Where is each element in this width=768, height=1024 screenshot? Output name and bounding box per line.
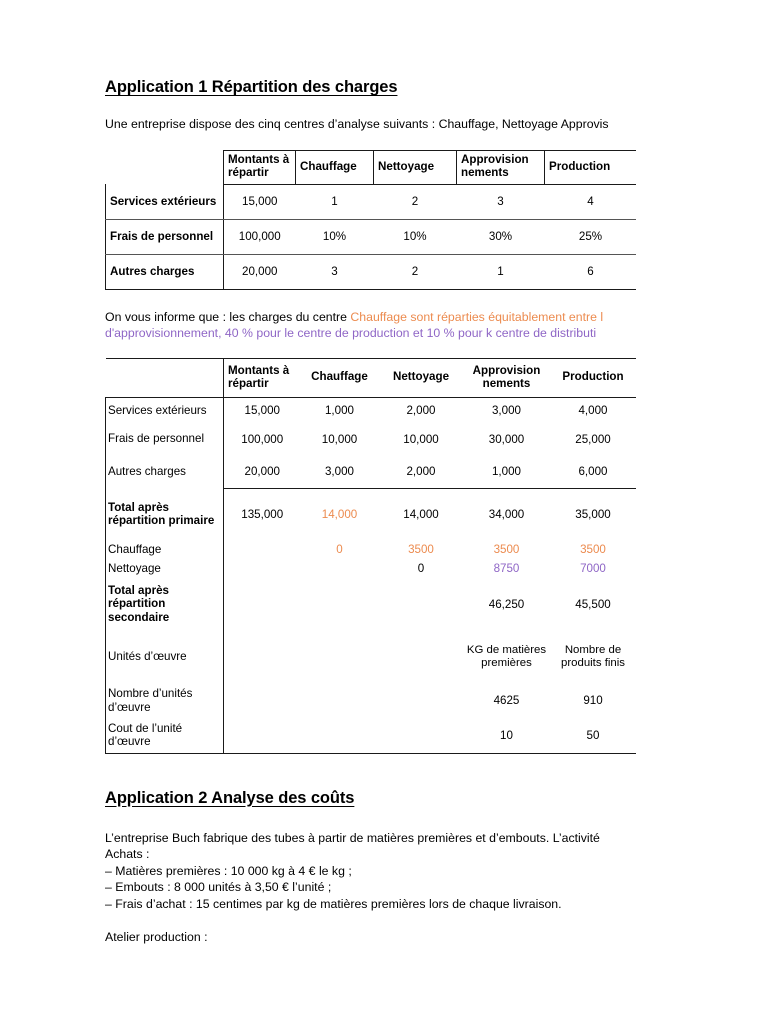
cell-nettoyage: 2 (374, 254, 457, 289)
column-header-production: Production (545, 150, 637, 184)
cell-approvisionnements: 30,000 (488, 432, 525, 446)
table-row-total-primaire (106, 488, 637, 540)
cell-chauffage (301, 578, 379, 630)
table-row (106, 423, 637, 455)
cell-approvisionnements: 3 (457, 184, 545, 219)
cell-chauffage (301, 559, 379, 578)
row-label-frais-de-personnel: Frais de personnel (106, 423, 224, 455)
cell-production: 7000 (580, 562, 606, 575)
cell-production: 6 (545, 254, 637, 289)
table-header-row (106, 150, 637, 184)
row-label-nombre-dunites-doeuvre: Nombre d’unités d’œuvre (106, 683, 224, 718)
cell-montants (224, 578, 301, 630)
table-header-row (106, 358, 637, 397)
cell-nettoyage: 2,000 (406, 403, 436, 417)
page-content-column (105, 0, 636, 1024)
row-label-cout-de-lunite-doeuvre: Cout de l’unité d’œuvre (106, 718, 224, 753)
cell-nettoyage: 2,000 (406, 464, 436, 478)
cell-nettoyage: 14,000 (379, 488, 464, 540)
cell-chauffage: 3,000 (324, 464, 354, 478)
cell-montants (224, 540, 301, 559)
table-row (106, 219, 637, 254)
cell-production: 50 (550, 718, 637, 753)
cell-approvisionnements: 46,250 (488, 597, 525, 611)
cell-nettoyage: 0 (417, 562, 425, 575)
cell-production: Nombre de produits finis (561, 643, 625, 669)
column-header-approvisionnements: Approvision nements (457, 150, 545, 184)
cell-chauffage: 1,000 (324, 403, 354, 417)
cell-montants: 15,000 (244, 403, 280, 417)
row-label-autres-charges: Autres charges (106, 254, 224, 289)
row-label-frais-de-personnel: Frais de personnel (106, 219, 224, 254)
section-1-note-paragraph (105, 309, 636, 326)
cell-chauffage (301, 630, 379, 683)
cell-production: 4 (545, 184, 637, 219)
table-row-cout-unite (106, 718, 637, 753)
cell-production: 6,000 (578, 464, 608, 478)
table-repartition-complete (105, 358, 636, 754)
column-header-production: Production (550, 358, 637, 397)
column-header-nettoyage: Nettoyage (374, 150, 457, 184)
cell-nettoyage (379, 718, 464, 753)
column-header-chauffage: Chauffage (296, 150, 374, 184)
cell-montants: 135,000 (224, 488, 301, 540)
cell-chauffage: 3 (296, 254, 374, 289)
cell-production: 35,000 (550, 488, 637, 540)
cell-approvisionnements: 1,000 (491, 464, 521, 478)
cell-montants: 100,000 (224, 219, 296, 254)
cell-approvisionnements: 8750 (493, 562, 520, 575)
cell-production: 3500 (580, 543, 606, 556)
table-repartition-primaire-keys (105, 150, 636, 290)
cell-montants: 20,000 (224, 254, 296, 289)
cell-nettoyage: 10,000 (403, 432, 439, 446)
section-1-intro-paragraph: Une entreprise dispose des cinq centres d’analyse suivants : Chauffage, Nettoyage Approvis (105, 117, 609, 131)
cell-chauffage: 10,000 (321, 432, 358, 446)
note-text-purple: d'approvisionnement, 40 % pour le centre de production et 10 % pour k centre de distributi (105, 326, 597, 340)
cell-nettoyage (379, 578, 464, 630)
cell-approvisionnements: 30% (457, 219, 545, 254)
cell-chauffage (301, 683, 379, 718)
column-header-montants: Montants à répartir (224, 150, 296, 184)
cell-montants: 20,000 (244, 464, 280, 478)
cell-nettoyage: 2 (374, 184, 457, 219)
table-row (106, 397, 637, 423)
section-2-line-blank (105, 912, 636, 929)
note-text-black: On vous informe que : les charges du centre (105, 309, 351, 324)
column-header-blank (106, 358, 224, 397)
column-header-montants: Montants à répartir (224, 358, 301, 397)
row-label-chauffage: Chauffage (106, 540, 224, 559)
cell-montants (224, 718, 301, 753)
cell-approvisionnements: 10 (464, 718, 550, 753)
table-row-unites-oeuvre (106, 630, 637, 683)
cell-approvisionnements: 34,000 (464, 488, 550, 540)
section-1-title: Application 1 Répartition des charges (105, 78, 398, 96)
cell-production: 45,500 (575, 597, 611, 611)
cell-chauffage (301, 718, 379, 753)
cell-production: 910 (583, 694, 603, 707)
section-2-line-3: – Matières premières : 10 000 kg à 4 € le kg ; (105, 863, 352, 878)
cell-nettoyage: 3500 (408, 543, 434, 556)
table-row-chauffage-transfer (106, 540, 637, 559)
table-row-nombre-unites (106, 683, 637, 718)
table-row (106, 254, 637, 289)
cell-production: 25% (545, 219, 637, 254)
cell-chauffage: 1 (296, 184, 374, 219)
section-2-line-5: – Frais d’achat : 15 centimes par kg de matières premières lors de chaque livraison. (105, 896, 562, 911)
section-2-line-7: Atelier production : (105, 929, 208, 944)
column-header-blank (106, 150, 224, 184)
row-label-nettoyage: Nettoyage (106, 559, 224, 578)
section-2-line-4: – Embouts : 8 000 unités à 3,50 € l’unité ; (105, 880, 332, 894)
table-row (106, 455, 637, 488)
cell-approvisionnements: 3,000 (491, 403, 521, 417)
cell-montants (224, 630, 301, 683)
row-label-autres-charges: Autres charges (106, 455, 224, 488)
section-2-line-2: Achats : (105, 847, 150, 861)
cell-chauffage: 10% (296, 219, 374, 254)
table-row-nettoyage-transfer (106, 559, 637, 578)
cell-nettoyage (379, 630, 464, 683)
table-row (106, 184, 637, 219)
cell-nettoyage (379, 683, 464, 718)
column-header-chauffage: Chauffage (301, 358, 379, 397)
row-label-total-repartition-primaire: Total après répartition primaire (106, 488, 224, 540)
section-2-title: Application 2 Analyse des coûts (105, 788, 355, 807)
section-2-line-1: L’entreprise Buch fabrique des tubes à partir de matières premières et d’embouts. L’activité (105, 830, 600, 845)
cell-nettoyage: 10% (374, 219, 457, 254)
cell-montants: 100,000 (241, 432, 284, 446)
note-text-orange: Chauffage sont réparties équitablement entre l (350, 309, 604, 324)
cell-approvisionnements: KG de matières premières (466, 643, 547, 669)
table-row-total-secondaire (106, 578, 637, 630)
cell-montants (224, 683, 301, 718)
cell-chauffage: 0 (336, 543, 343, 556)
column-header-approvisionnements: Approvision nements (464, 358, 550, 397)
cell-montants: 15,000 (224, 184, 296, 219)
row-label-total-repartition-secondaire: Total après répartition secondaire (106, 578, 224, 630)
column-header-nettoyage: Nettoyage (379, 358, 464, 397)
cell-montants (224, 559, 301, 578)
cell-chauffage: 14,000 (301, 488, 379, 540)
cell-approvisionnements: 1 (457, 254, 545, 289)
row-label-services-exterieurs: Services extérieurs (106, 397, 224, 423)
cell-production: 4,000 (578, 403, 608, 417)
cell-production: 25,000 (575, 432, 611, 446)
cell-approvisionnements: 3500 (493, 543, 520, 556)
row-label-unites-doeuvre: Unités d’œuvre (106, 630, 224, 683)
cell-approvisionnements: 4625 (493, 694, 520, 707)
row-label-services-exterieurs: Services extérieurs (106, 184, 224, 219)
